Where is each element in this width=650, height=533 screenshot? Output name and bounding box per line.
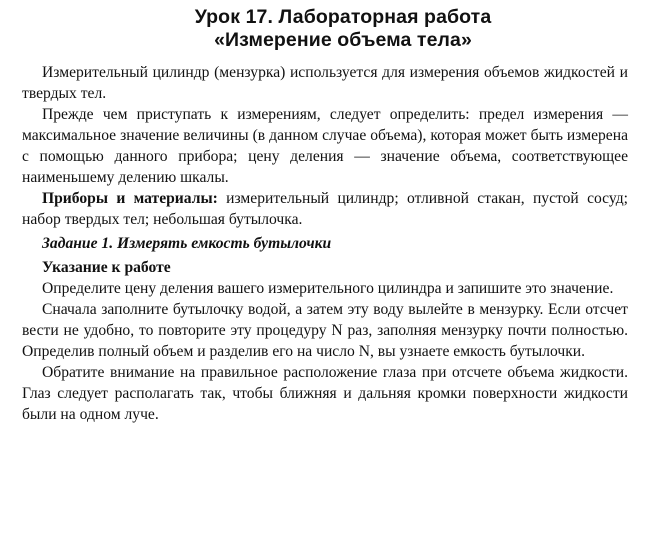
intro-paragraph: Измерительный цилиндр (мензурка) используется для измерения объемов жидкостей и твердых тел. xyxy=(22,64,628,102)
materials-text: измерительный цилиндр; отливной стакан, пустой сосуд; набор твердых тел; небольшая бутылочка. xyxy=(22,190,628,228)
materials-label: Приборы и материалы: xyxy=(42,190,218,207)
lesson-title-line-2: «Измерение объема тела» xyxy=(214,29,472,51)
definitions-paragraph: Прежде чем приступать к измерениям, следует определить: предел измерения — максимальное значение величины (в данном случае объема), которая может быть измерена с помощью данного прибора; цену деления — значение объема, соответствующее наименьшему делению шкалы. xyxy=(22,106,628,186)
instruction-paragraph-2: Сначала заполните бутылочку водой, а затем эту воду вылейте в мензурку. Если отсчет вести не удобно, то повторите эту процедуру N раз, заполняя мензурку почти полностью. Определив полный объем и разделив его на число N, вы узнаете емкость бутылочки. xyxy=(22,301,628,360)
lesson-title-line-1: Урок 17. Лабораторная работа xyxy=(194,6,492,28)
work-instructions-heading: Указание к работе xyxy=(42,259,171,276)
instruction-paragraph-3: Обратите внимание на правильное расположение глаза при отсчете объема жидкости. Глаз следует располагать так, чтобы ближняя и дальняя кромки поверхности жидкости были на одном луче. xyxy=(22,364,628,423)
task-1-heading: Задание 1. Измерять емкость бутылочки xyxy=(42,235,332,252)
materials-paragraph xyxy=(22,188,628,230)
instruction-paragraph-1: Определите цену деления вашего измерительного цилиндра и запишите это значение. xyxy=(42,280,614,297)
lesson-title xyxy=(22,6,628,52)
